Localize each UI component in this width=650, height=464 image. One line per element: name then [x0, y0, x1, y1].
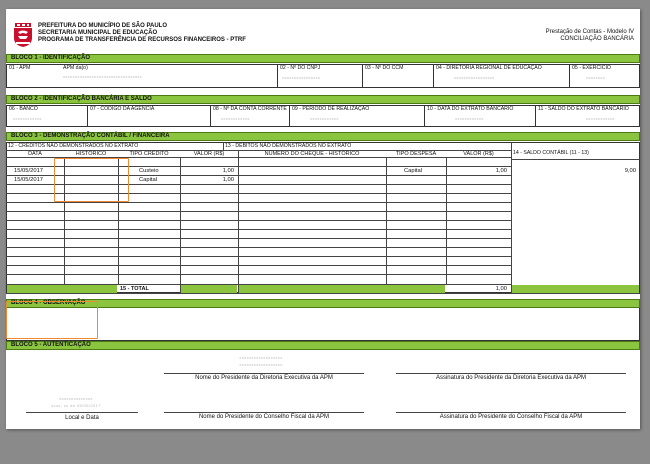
dre-label: 04 - DIRETORIA REGIONAL DE EDUCAÇÃO — [436, 65, 542, 71]
banco-masked: xxxxxxxxxxxx — [13, 116, 42, 121]
periodo-cell — [289, 105, 425, 127]
dre-cell — [433, 64, 570, 88]
conta-masked: xxxxxxxxxxxx — [221, 116, 250, 121]
col-tipo-credito: TIPO CRÉDITO — [129, 151, 169, 157]
row-divider — [6, 256, 511, 257]
apm-masked: xxxxxxxxxxxxxxxxxxxxxxxxxxxxxxxxx — [63, 74, 143, 79]
sig-1-label: Nome do Presidente da Diretoria Executiva da APM — [195, 375, 333, 381]
data-extrato-cell — [424, 105, 536, 127]
total-fill-mid — [181, 285, 237, 293]
agencia-cell: 07 - CÓDIGO DA AGÊNCIA — [87, 105, 211, 127]
row-divider — [6, 202, 511, 203]
col-data: DATA — [28, 151, 42, 157]
total-label: 15 - TOTAL — [120, 286, 149, 292]
credit-row-1-data: 15/05/2017 — [14, 168, 44, 174]
annotation-highlight-historico — [54, 158, 129, 202]
credit-row-2-tipo: Capital — [139, 177, 158, 183]
presidente-name-masked-2: xxxxxxxxxxxxxxxxxx — [239, 362, 283, 367]
row-divider — [6, 220, 511, 221]
bloco-5-header: BLOCO 5 - AUTENTICAÇÃO — [6, 341, 640, 350]
signature-line — [164, 412, 364, 413]
presidente-name-masked: xxxxxxxxxxxxxxxxxx — [239, 355, 283, 360]
header-line-2: SECRETARIA MUNICIPAL DE EDUCAÇÃO — [38, 30, 158, 36]
total-value: 1,00 — [495, 286, 507, 292]
ccm-cell: 03 - Nº DO CCM — [362, 64, 434, 88]
sig-4-label: Assinatura do Presidente do Conselho Fiscal da APM — [439, 414, 583, 420]
conta-label: 08 - Nº DA CONTA CORRENTE — [213, 106, 287, 112]
credit-row-1-valor: 1,00 — [222, 168, 234, 174]
column-divider — [238, 150, 239, 293]
local-masked: xxxxxxxxxxxxxx — [59, 396, 93, 401]
cnpj-label: 02 - Nº DO CNPJ — [280, 65, 321, 71]
apm-value: APM da(o) — [63, 65, 88, 71]
sig-2-label: Assinatura do Presidente da Diretoria Executiva da APM — [435, 375, 587, 381]
apm-cell — [6, 64, 278, 88]
bloco-3-header: BLOCO 3 - DEMONSTRAÇÃO CONTÁBIL / FINANCEIRA — [6, 132, 640, 141]
banco-cell — [6, 105, 88, 127]
col-valor-credito: VALOR (R$) — [193, 151, 225, 157]
col-numero-cheque: NÚMERO DO CHEQUE - HISTÓRICO — [264, 151, 360, 157]
banco-label: 06 - BANCO — [9, 106, 38, 112]
periodo-label: 09 - PERÍODO DE REALIZAÇÃO — [292, 106, 370, 112]
column-divider — [511, 142, 512, 293]
conta-cell — [210, 105, 290, 127]
row-divider — [6, 293, 640, 294]
saldo-contabil-title: 14 - SALDO CONTÁBIL (11 - 13) — [513, 150, 589, 156]
col-tipo-despesa: TIPO DESPESA — [395, 151, 437, 157]
apm-label: 01 - APM — [9, 65, 31, 71]
debit-row-1-valor: 1,00 — [495, 168, 507, 174]
data-extrato-label: 10 - DATA DO EXTRATO BANCÁRIO — [427, 106, 514, 112]
total-fill-saldo — [512, 285, 639, 293]
annotation-highlight-observacao — [6, 301, 98, 339]
row-divider — [6, 247, 511, 248]
saldo-extrato-cell — [535, 105, 640, 127]
document-page — [6, 9, 640, 429]
data-extrato-masked: xxxxxxxxxxxx — [455, 116, 484, 121]
total-fill-right — [239, 285, 445, 293]
row-divider — [6, 238, 511, 239]
col-historico: HISTÓRICO — [75, 151, 107, 157]
debit-row-1-tipo: Capital — [404, 168, 423, 174]
periodo-masked: xxxxxxxxxxxx — [310, 116, 339, 121]
signature-line — [26, 412, 138, 413]
total-fill-left — [7, 285, 117, 293]
row-divider — [511, 159, 640, 160]
exercicio-masked: xxxxxxxx — [586, 75, 606, 80]
observacao-box — [6, 308, 640, 341]
dre-masked: xxxxxxxxxxxxxxxxx — [454, 75, 495, 80]
header-line-3: PROGRAMA DE TRANSFERÊNCIA DE RECURSOS FINANCEIROS - PTRF — [38, 37, 246, 43]
row-divider — [6, 265, 511, 266]
cnpj-cell — [277, 64, 363, 88]
local-data-label: Local e Data — [65, 415, 99, 421]
saldo-contabil-value: 9,00 — [624, 168, 636, 174]
creditos-title: 12 - CRÉDITOS NÃO DEMONSTRADOS NO EXTRATO — [8, 143, 139, 149]
form-subtitle: CONCILIAÇÃO BANCÁRIA — [560, 36, 634, 42]
header-line-1: PREFEITURA DO MUNICÍPIO DE SÃO PAULO — [38, 23, 168, 29]
row-divider — [6, 211, 511, 212]
exercicio-label: 05 - EXERCÍCIO — [572, 65, 611, 71]
bloco-4-header: BLOCO 4 - OBSERVAÇÃO — [6, 299, 640, 308]
debitos-title: 13 - DÉBITOS NÃO DEMONSTRADOS NO EXTRATO — [225, 143, 352, 149]
exercicio-cell — [569, 64, 640, 88]
row-divider — [6, 274, 511, 275]
credit-row-1-tipo: Custeio — [139, 168, 159, 174]
signature-line — [396, 373, 626, 374]
credit-row-2-data: 15/05/2017 — [14, 177, 44, 183]
saldo-extrato-masked: xxxxxxxxxxxx — [586, 116, 615, 121]
date-masked: xxxx, xx de 05/05/2017 — [51, 403, 101, 408]
sig-3-label: Nome do Presidente do Conselho Fiscal da APM — [198, 414, 330, 420]
col-valor-debito: VALOR (R$) — [463, 151, 494, 157]
saldo-extrato-label: 11 - SALDO DO EXTRATO BANCÁRIO — [538, 106, 629, 112]
form-title: Prestação de Contas - Modelo IV — [545, 29, 634, 35]
signature-line — [396, 412, 626, 413]
bloco-2-header: BLOCO 2 - IDENTIFICAÇÃO BANCÁRIA E SALDO — [6, 95, 640, 104]
column-divider — [223, 142, 224, 150]
credit-row-2-valor: 1,00 — [222, 177, 234, 183]
row-divider — [6, 229, 511, 230]
city-seal-icon — [12, 23, 34, 47]
signature-line — [164, 373, 364, 374]
bloco-1-header: BLOCO 1 - IDENTIFICAÇÃO — [6, 54, 640, 63]
cnpj-masked: xxxxxxxxxxxxxxxx — [282, 75, 321, 80]
